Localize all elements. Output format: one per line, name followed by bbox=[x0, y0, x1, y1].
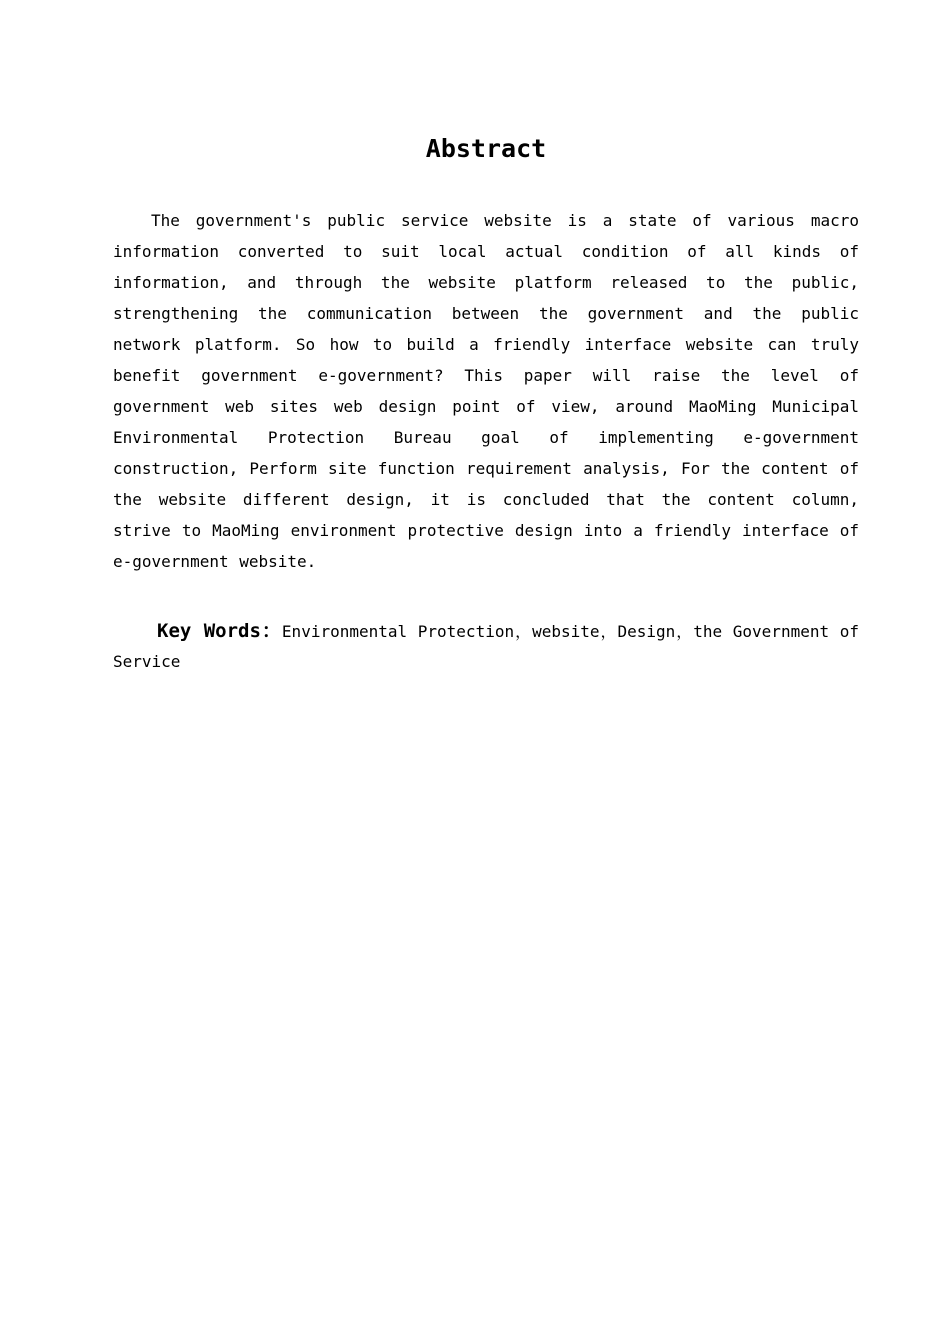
abstract-paragraph: The government's public service website is a state of various macro information converted to suit local actual condition of all kinds of information, and through the website platform released to the public, strengthening the communication between the government and the public network platform. So how to build a friendly interface website can truly benefit government e-government? This paper will raise the level of government web sites web design point of view, around MaoMing Municipal Environmental Protection Bureau goal of implementing e-government construction, Perform site function requirement analysis, For the content of the website different design, it is concluded that the content column, strive to MaoMing environment protective design into a friendly interface of e-government website. bbox=[113, 211, 859, 571]
keywords-line bbox=[113, 616, 859, 677]
page-title: Abstract bbox=[425, 134, 547, 163]
keywords-text: Environmental Protection，website，Design，the Government of Service bbox=[113, 622, 859, 671]
keywords-label: Key Words： bbox=[157, 620, 282, 642]
